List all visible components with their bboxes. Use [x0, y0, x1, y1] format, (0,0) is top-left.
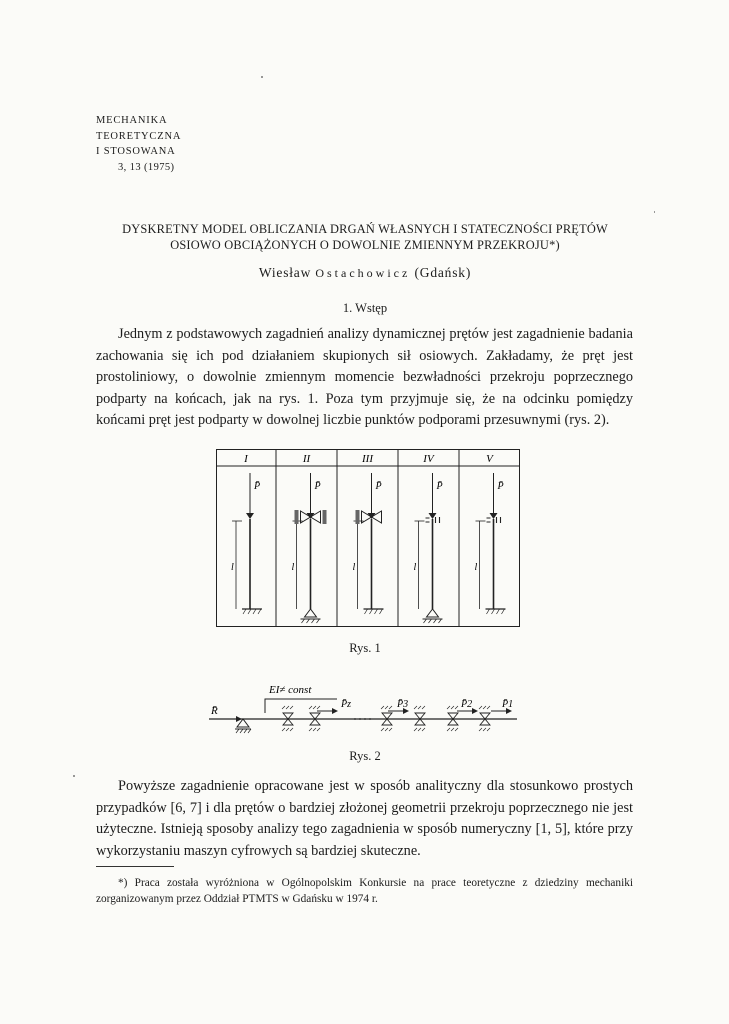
journal-line-3: I STOSOWANA	[96, 146, 176, 157]
top-support-hatch	[323, 510, 327, 524]
ground-hatch	[424, 619, 442, 623]
figure-2	[205, 680, 525, 740]
force-label: P̄	[314, 481, 321, 492]
figure-1-columns	[231, 473, 506, 623]
figure-1-column-headers	[243, 453, 494, 465]
axial-force-label: P̄z	[341, 699, 351, 710]
section-heading: 1. Wstęp	[342, 301, 388, 315]
pin-base	[427, 609, 439, 617]
roller-hatch-bottom	[414, 728, 425, 731]
roller-hatch-top	[479, 706, 490, 709]
figure-1-column-5	[475, 473, 506, 614]
body-paragraph-2: Powyższe zagadnienie opracowane jest w sposób analityczny dla stosunkowo prostych przypadków [6, 7] i dla prętów o bardziej złożonej geometrii przekroju poprzecznego nie jest użyteczne. Istnieją sposoby analizy tego zagadnienia w sposób numeryczny [1, 5], które przy wykorzystaniu maszyn cyfrowych są bardziej skuteczne.	[96, 778, 633, 859]
axial-force-label: P̄2	[461, 699, 473, 710]
author-first-name: Wiesław	[258, 265, 312, 280]
figure-1-column-header: I	[244, 453, 248, 465]
body-paragraph-1: Jednym z podstawowych zagadnień analizy dynamicznej prętów jest zagadnienie badania zachowania się ich pod działaniem skupionych sił osiowych. Zakładamy, że pręt jest prostoliniowy, o dowolnie zmiennym momencie bezwładności przekroju poprzecznego podparty na końcach, jak na rys. 1. Poza tym przyjmuje się, że na odcinku pomiędzy końcami pręt jest podparty w dowolnej liczbie punktów podporami przesuwnymi (rys. 2).	[96, 326, 633, 429]
journal-line-2: TEORETYCZNA	[96, 130, 182, 142]
base-hatch	[243, 609, 261, 614]
figure-2-reaction-label: R̄	[211, 705, 218, 717]
figure-1-caption: Rys. 1	[349, 641, 381, 655]
axial-force-label: P̄1	[502, 699, 514, 710]
figure-1-column-2	[292, 473, 327, 623]
roller-hatch-bottom	[447, 728, 458, 731]
length-label: l	[291, 562, 295, 573]
roller-hatch-top	[282, 706, 293, 709]
figure-1-column-4	[414, 473, 443, 623]
title-line-2: OSIOWO OBCIĄŻONYCH O DOWOLNIE ZMIENNYM PRZEKROJU*)	[170, 237, 560, 252]
author-affiliation: (Gdańsk)	[414, 265, 472, 280]
scan-speck	[261, 76, 263, 78]
footnote-rule	[96, 866, 174, 867]
figure-2-caption: Rys. 2	[349, 749, 381, 763]
figure-1-column-header: II	[302, 453, 311, 465]
top-support-hatch	[295, 510, 299, 524]
roller-hatch-bottom	[381, 728, 392, 731]
figure-1-column-3	[353, 473, 384, 614]
roller-hatch-top	[447, 706, 458, 709]
author-line	[90, 265, 640, 281]
figure-1-frame	[216, 449, 520, 627]
force-label: P̄	[375, 481, 382, 492]
scan-speck	[654, 211, 655, 213]
journal-volume: 3, 13 (1975)	[118, 161, 175, 173]
pin-base	[305, 609, 317, 617]
roller-hatch-top	[381, 706, 392, 709]
figure-2-stiffness-label: EI≠ const	[269, 684, 312, 696]
figure-1-column-header: V	[486, 453, 493, 465]
scan-speck	[73, 775, 75, 777]
force-label: P̄	[436, 481, 443, 492]
figure-1-column-header: IV	[423, 453, 434, 465]
figure-2-forces	[217, 698, 513, 719]
journal-line-1: MECHANIKA	[96, 115, 168, 126]
title-line-1: DYSKRETNY MODEL OBLICZANIA DRGAŃ WŁASNYCH I STATECZNOŚCI PRĘTÓW	[122, 222, 608, 236]
base-hatch	[487, 609, 505, 614]
figure-2-left-support	[235, 719, 251, 733]
roller-hatch-bottom	[479, 728, 490, 731]
footnote: *) Praca została wyróżniona w Ogólnopolskim Konkursie na prace teoretyczne z dziedziny mechaniki zorganizowanym przez Oddział PTMTS w Gdańsku w 1974 r.	[96, 877, 633, 905]
length-label: l	[413, 562, 417, 573]
roller-hatch-top	[309, 706, 320, 709]
base-hatch	[365, 609, 383, 614]
axial-force-label: P̄3	[397, 699, 409, 710]
roller-hatch-bottom	[309, 728, 320, 731]
figure-1-column-header: III	[362, 453, 373, 465]
force-label: P̄	[254, 481, 261, 492]
paper-title	[90, 222, 640, 253]
roller-hatch-bottom	[282, 728, 293, 731]
length-label: l	[352, 562, 356, 573]
roller-hatch-top	[414, 706, 425, 709]
length-label: l	[474, 562, 478, 573]
top-support-hatch	[356, 510, 360, 524]
figure-1-column-1	[231, 473, 262, 614]
author-last-name: Ostachowicz	[315, 266, 411, 280]
length-label: l	[231, 562, 234, 573]
force-label: P̄	[497, 481, 504, 492]
figure-1	[216, 449, 520, 627]
journal-header	[96, 113, 181, 175]
ground-hatch	[302, 619, 320, 623]
